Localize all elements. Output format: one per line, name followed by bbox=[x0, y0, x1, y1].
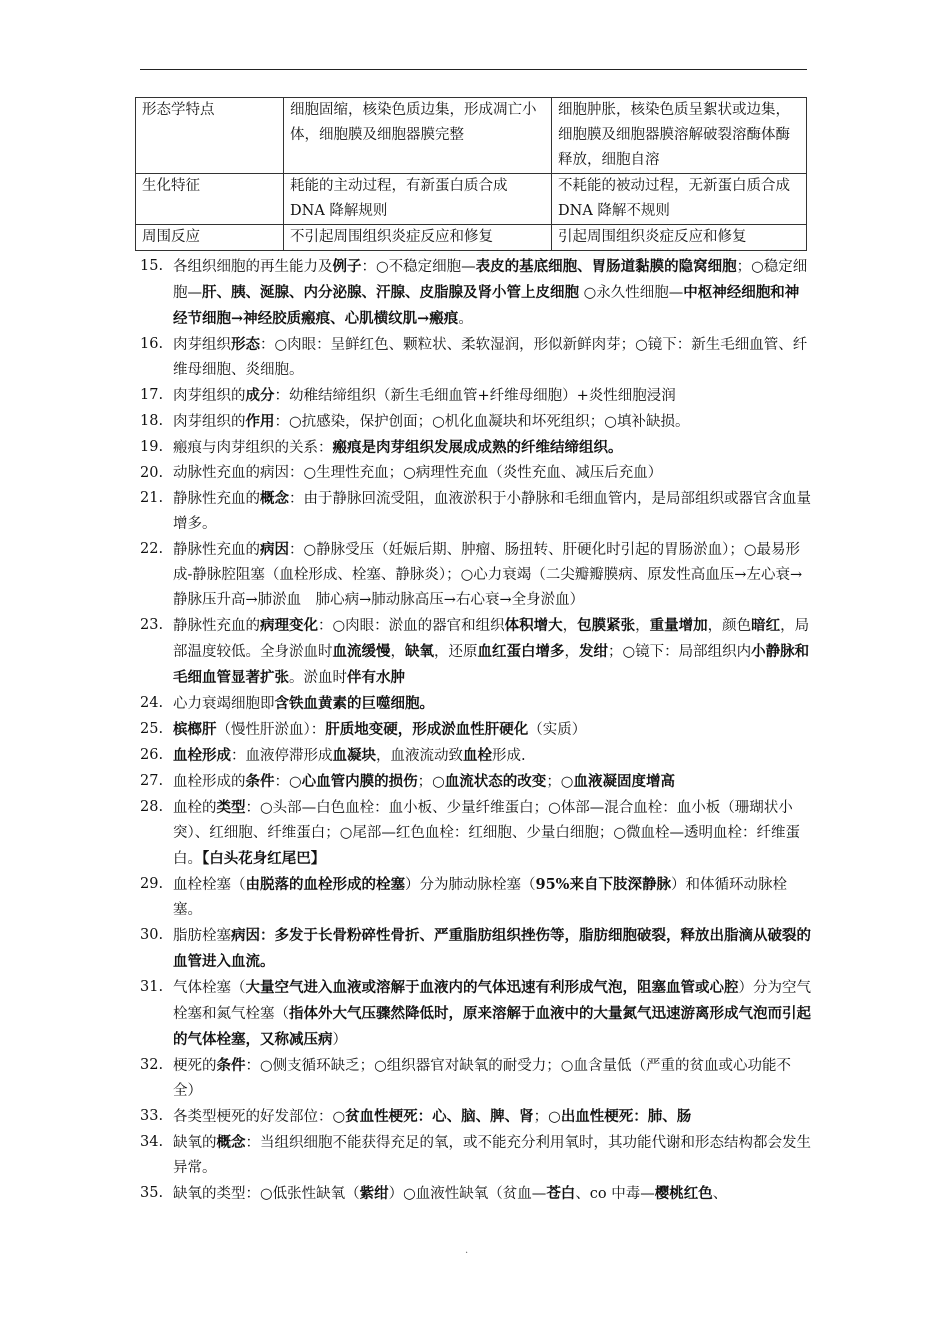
list-item bbox=[140, 254, 812, 332]
plain-text: 血栓的 bbox=[173, 800, 217, 816]
bold-text: 条件 bbox=[245, 773, 275, 790]
bold-text: 心血管内膜的损伤 bbox=[301, 773, 418, 790]
plain-text: 动脉性充血的病因：○生理性充血；○病理性充血（炎性充血、减压后充血） bbox=[173, 465, 663, 481]
item-text bbox=[173, 254, 812, 332]
plain-text: 各组织细胞的再生能力及 bbox=[173, 259, 333, 275]
plain-text: ：○肉眼：淤血的器官和组织 bbox=[318, 618, 505, 634]
list-item bbox=[140, 486, 812, 537]
plain-text: 血栓形成的 bbox=[173, 774, 246, 790]
list-item bbox=[140, 743, 812, 769]
bold-text: 重量增加 bbox=[649, 617, 708, 634]
bold-text: 由脱落的血栓形成的栓塞 bbox=[245, 876, 405, 893]
item-number: 32. bbox=[140, 1057, 164, 1073]
item-text bbox=[173, 717, 812, 743]
bold-text: 发绀 bbox=[579, 643, 608, 660]
bold-text: 指体外大气压骤然降低时，原来溶解于血液中的大量氮气迅速游离形成气泡而引起的气体栓塞，又称减压病 bbox=[173, 1005, 811, 1048]
item-text bbox=[173, 409, 812, 435]
plain-text: 形成. bbox=[492, 748, 526, 764]
plain-text: 。 bbox=[458, 311, 473, 327]
bold-text: 血流状态的改变 bbox=[444, 773, 547, 790]
list-item bbox=[140, 872, 812, 923]
plain-text: 。淤血时 bbox=[289, 670, 347, 686]
item-number: 22. bbox=[140, 541, 164, 557]
bold-text: 病因：多发于长骨粉碎性骨折、严重脂肪组织挫伤等，脂肪细胞破裂，释放出脂滴从破裂的血管进入血流。 bbox=[173, 927, 811, 970]
plain-text: ，局部温度较低。全身淤血时 bbox=[173, 618, 810, 660]
item-text bbox=[173, 461, 812, 486]
plain-text: 静脉性充血的 bbox=[173, 618, 260, 634]
apoptosis-cell: 耗能的主动过程，有新蛋白质合成 DNA 降解规则 bbox=[284, 174, 552, 225]
plain-text: ○永久性细胞— bbox=[579, 285, 684, 301]
necrosis-cell: 细胞肿胀，核染色质呈絮状或边集，细胞膜及细胞器膜溶解破裂溶酶体酶释放，细胞自溶 bbox=[552, 98, 807, 174]
item-number: 19. bbox=[140, 439, 164, 455]
plain-text: ，颜色 bbox=[707, 618, 752, 634]
top-rule bbox=[140, 69, 807, 70]
plain-text: 脂肪栓塞 bbox=[173, 928, 231, 944]
plain-text: ：○静脉受压（妊娠后期、肿瘤、肠扭转、肝硬化时引起的胃肠淤血）；○最易形成-静脉腔阻塞（血栓形成、栓塞、静脉炎）；○心力衰竭（二尖瓣瓣膜病、原发性高血压→左心衰→静脉压升高→肺淤血 肺心病→肺动脉高压→右心衰→全身淤血） bbox=[173, 542, 803, 608]
item-text bbox=[173, 872, 812, 923]
plain-text: ：○肉眼：呈鲜红色、颗粒状、柔软湿润，形似新鲜肉芽；○镜下：新生毛细血管、纤维母细胞、炎细胞。 bbox=[173, 337, 808, 378]
list-item bbox=[140, 769, 812, 795]
table-row bbox=[136, 174, 807, 225]
plain-text: 缺氧的类型：○低张性缺氧（ bbox=[173, 1186, 360, 1202]
bold-text: 体积增大 bbox=[504, 617, 563, 634]
item-text bbox=[173, 769, 812, 795]
bold-text: 出血性梗死：肺、肠 bbox=[560, 1108, 692, 1125]
bold-text: 血栓形成 bbox=[173, 747, 231, 764]
plain-text: 静脉性充血的 bbox=[173, 542, 260, 558]
item-number: 25. bbox=[140, 721, 164, 737]
bold-text: 血栓 bbox=[463, 747, 492, 764]
bold-text: 成分 bbox=[245, 387, 275, 404]
bold-text: 例子 bbox=[332, 258, 362, 275]
item-text bbox=[173, 1104, 812, 1130]
plain-text: （慢性肝淤血）： bbox=[216, 722, 326, 738]
item-number: 34. bbox=[140, 1134, 164, 1150]
plain-text: ；○ bbox=[417, 774, 445, 790]
bold-text: 含铁血黄素的巨噬细胞。 bbox=[274, 695, 434, 712]
item-number: 28. bbox=[140, 799, 164, 815]
plain-text: ：○不稳定细胞— bbox=[361, 259, 476, 275]
item-text bbox=[173, 1181, 812, 1207]
table-row bbox=[136, 98, 807, 174]
notes-list bbox=[140, 254, 812, 1207]
bold-text: 血凝块 bbox=[332, 747, 376, 764]
item-text bbox=[173, 923, 812, 975]
plain-text: ）○血液性缺氧（贫血— bbox=[388, 1186, 547, 1202]
plain-text: ：由于静脉回流受阻，血液淤积于小静脉和毛细血管内，是局部组织或器官含血量增多。 bbox=[173, 491, 811, 532]
item-number: 18. bbox=[140, 413, 164, 429]
plain-text: 各类型梗死的好发部位：○ bbox=[173, 1109, 346, 1125]
plain-text: 心力衰竭细胞即 bbox=[173, 696, 275, 712]
item-text bbox=[173, 975, 812, 1053]
row-label: 形态学特点 bbox=[136, 98, 284, 174]
plain-text: ；○稳定细胞— bbox=[173, 259, 808, 301]
plain-text: ：○抗感染，保护创面；○机化血凝块和坏死组织；○填补缺损。 bbox=[274, 414, 690, 430]
bold-text: 病因 bbox=[260, 541, 289, 558]
plain-text: ， bbox=[562, 618, 578, 634]
item-number: 16. bbox=[140, 336, 164, 352]
plain-text: ；○ bbox=[533, 1109, 561, 1125]
item-number: 23. bbox=[140, 617, 164, 633]
necrosis-cell: 引起周围组织炎症反应和修复 bbox=[552, 225, 807, 251]
plain-text: 肉芽组织的 bbox=[173, 388, 246, 404]
page-footer-dot: . bbox=[465, 1245, 469, 1256]
list-item bbox=[140, 613, 812, 691]
bold-text: 紫绀 bbox=[359, 1185, 389, 1202]
item-number: 26. bbox=[140, 747, 164, 763]
list-item bbox=[140, 435, 812, 461]
bold-text: 类型 bbox=[216, 799, 246, 816]
bold-text: 缺氧 bbox=[405, 643, 434, 660]
plain-text: ：血液停滞形成 bbox=[231, 748, 333, 764]
list-item bbox=[140, 1181, 812, 1207]
bold-text: 95%来自下肢深静脉 bbox=[535, 876, 671, 893]
bold-text: 肝质地变硬，形成淤血性肝硬化 bbox=[325, 721, 529, 738]
item-text bbox=[173, 1130, 812, 1181]
bold-text: 表皮的基底细胞、胃肠道黏膜的隐窝细胞 bbox=[475, 258, 737, 275]
apoptosis-cell: 细胞固缩，核染色质边集，形成凋亡小体，细胞膜及细胞器膜完整 bbox=[284, 98, 552, 174]
row-label: 周围反应 bbox=[136, 225, 284, 251]
plain-text: ，血液流动致 bbox=[376, 748, 463, 764]
item-text bbox=[173, 795, 812, 872]
bold-text: 小静脉和毛细血管显著扩张 bbox=[173, 643, 810, 686]
bold-text: 大量空气进入血液或溶解于血液内的气体迅速有利形成气泡，阻塞血管或心腔 bbox=[245, 979, 739, 996]
bold-text: 作用 bbox=[245, 413, 275, 430]
bold-text: 贫血性梗死：心、脑、脾、肾 bbox=[345, 1108, 534, 1125]
bold-text: 槟榔肝 bbox=[173, 721, 217, 738]
plain-text: ：幼稚结缔组织（新生毛细血管+纤维母细胞）+炎性细胞浸润 bbox=[274, 388, 676, 404]
plain-text: ）分为空气栓塞和氮气栓塞（ bbox=[173, 980, 811, 1022]
item-text bbox=[173, 613, 812, 691]
bold-text: 血流缓慢 bbox=[332, 643, 391, 660]
plain-text: （实质） bbox=[528, 722, 587, 738]
plain-text: ， bbox=[564, 644, 579, 660]
bold-text: 条件 bbox=[216, 1057, 246, 1074]
list-item bbox=[140, 332, 812, 383]
list-item bbox=[140, 923, 812, 975]
item-number: 30. bbox=[140, 927, 164, 943]
comparison-table bbox=[135, 97, 807, 251]
list-item bbox=[140, 795, 812, 872]
plain-text: 气体栓塞（ bbox=[173, 980, 246, 996]
bold-text: 血液凝固度增高 bbox=[573, 773, 675, 790]
plain-text: ，还原 bbox=[434, 644, 478, 660]
plain-text: 血栓栓塞（ bbox=[173, 877, 246, 893]
necrosis-cell: 不耗能的被动过程，无新蛋白质合成 DNA 降解不规则 bbox=[552, 174, 807, 225]
plain-text: ；○镜下：局部组织内 bbox=[608, 644, 752, 660]
bold-text: 概念 bbox=[216, 1134, 246, 1151]
item-text bbox=[173, 486, 812, 537]
item-text bbox=[173, 383, 812, 409]
plain-text: ， bbox=[635, 618, 650, 634]
item-number: 27. bbox=[140, 773, 164, 789]
bold-text: 【白头花身红尾巴】 bbox=[202, 850, 326, 867]
bold-text: 樱桃红色 bbox=[654, 1185, 713, 1202]
item-number: 21. bbox=[140, 490, 164, 506]
list-item bbox=[140, 537, 812, 613]
item-number: 29. bbox=[140, 876, 164, 892]
table-row bbox=[136, 225, 807, 251]
plain-text: ：○侧支循环缺乏；○组织器官对缺氧的耐受力；○血含量低（严重的贫血或心功能不全） bbox=[173, 1058, 791, 1099]
item-text bbox=[173, 743, 812, 769]
bold-text: 暗红 bbox=[751, 617, 781, 634]
item-number: 17. bbox=[140, 387, 164, 403]
item-text bbox=[173, 691, 812, 717]
plain-text: 静脉性充血的 bbox=[173, 491, 260, 507]
item-text bbox=[173, 332, 812, 383]
plain-text: 瘢痕与肉芽组织的关系： bbox=[173, 440, 333, 456]
plain-text: 缺氧的 bbox=[173, 1135, 217, 1151]
plain-text: 、co 中毒— bbox=[575, 1186, 655, 1202]
bold-text: 苍白 bbox=[546, 1185, 576, 1202]
list-item bbox=[140, 383, 812, 409]
list-item bbox=[140, 1104, 812, 1130]
plain-text: ， bbox=[390, 644, 405, 660]
item-number: 20. bbox=[140, 465, 164, 481]
plain-text: ：当组织细胞不能获得充足的氧，或不能充分利用氧时，其功能代谢和形态结构都会发生异常。 bbox=[173, 1135, 811, 1176]
list-item bbox=[140, 717, 812, 743]
list-item bbox=[140, 691, 812, 717]
plain-text: 肉芽组织的 bbox=[173, 414, 246, 430]
item-number: 33. bbox=[140, 1108, 164, 1124]
item-text bbox=[173, 537, 812, 613]
comparison-table-body bbox=[136, 98, 807, 251]
item-number: 31. bbox=[140, 979, 164, 995]
plain-text: ；○ bbox=[546, 774, 574, 790]
apoptosis-cell: 不引起周围组织炎症反应和修复 bbox=[284, 225, 552, 251]
item-text bbox=[173, 435, 812, 461]
plain-text: ）分为肺动脉栓塞（ bbox=[405, 877, 536, 893]
plain-text: 肉芽组织 bbox=[173, 337, 231, 353]
plain-text: ） bbox=[332, 1032, 347, 1048]
bold-text: 肝、胰、涎腺、内分泌腺、汗腺、皮脂腺及肾小管上皮细胞 bbox=[202, 284, 579, 301]
bold-text: 病理变化 bbox=[260, 617, 318, 634]
list-item bbox=[140, 1053, 812, 1104]
row-label: 生化特征 bbox=[136, 174, 284, 225]
plain-text: ）和体循环动脉栓塞。 bbox=[173, 877, 787, 918]
list-item bbox=[140, 975, 812, 1053]
list-item bbox=[140, 1130, 812, 1181]
plain-text: ：○头部—白色血栓：血小板、少量纤维蛋白；○体部—混合血栓：血小板（珊瑚状小突）、红细胞、纤维蛋白；○尾部—红色血栓：红细胞、少量白细胞；○微血栓—透明血栓：纤维蛋白。 bbox=[173, 800, 801, 867]
list-item bbox=[140, 409, 812, 435]
plain-text: ：○ bbox=[274, 774, 302, 790]
list-item bbox=[140, 461, 812, 486]
bold-text: 包膜紧张 bbox=[577, 617, 636, 634]
item-number: 35. bbox=[140, 1185, 164, 1201]
bold-text: 概念 bbox=[260, 490, 289, 507]
plain-text: 、 bbox=[712, 1186, 728, 1202]
plain-text: 梗死的 bbox=[173, 1058, 217, 1074]
bold-text: 中枢神经细胞和神经节细胞→神经胶质瘢痕、心肌横纹肌→瘢痕 bbox=[173, 284, 800, 327]
item-number: 15. bbox=[140, 258, 164, 274]
bold-text: 血红蛋白增多 bbox=[477, 643, 565, 660]
bold-text: 瘢痕是肉芽组织发展成成熟的纤维结缔组织。 bbox=[332, 439, 623, 456]
bold-text: 形态 bbox=[231, 336, 260, 353]
item-number: 24. bbox=[140, 695, 164, 711]
bold-text: 伴有水肿 bbox=[347, 669, 405, 686]
item-text bbox=[173, 1053, 812, 1104]
